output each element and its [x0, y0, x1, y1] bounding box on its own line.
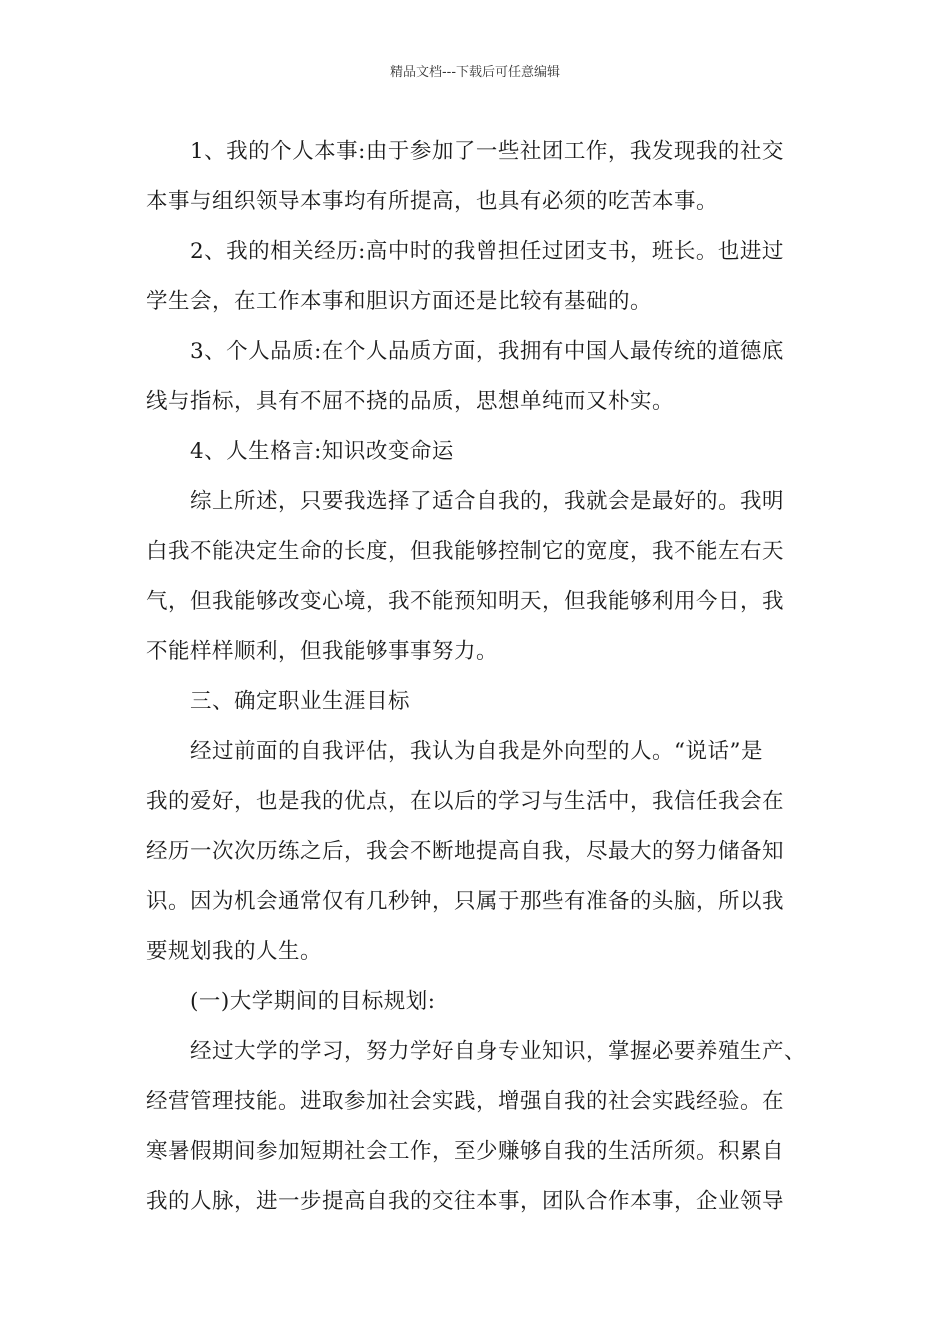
paragraph-line: 经历一次次历练之后，我会不断地提高自我，尽最大的努力储备知: [146, 839, 785, 864]
paragraph-line: 经过大学的学习，努力学好自身专业知识，掌握必要养殖生产、: [190, 1039, 807, 1064]
paragraph-line: 2、我的相关经历:高中时的我曾担任过团支书，班长。也进过: [190, 239, 784, 264]
paragraph-line: 经过前面的自我评估，我认为自我是外向型的人。“说话”是: [190, 739, 763, 764]
document-body: [146, 127, 818, 1227]
paragraph-line: 白我不能决定生命的长度，但我能够控制它的宽度，我不能左右天: [146, 539, 785, 564]
paragraph-line: 不能样样顺利，但我能够事事努力。: [146, 639, 499, 664]
paragraph-line: 要规划我的人生。: [146, 939, 323, 964]
paragraph-line: 经营管理技能。进取参加社会实践，增强自我的社会实践经验。在: [146, 1089, 785, 1114]
paragraph-line: 3、个人品质:在个人品质方面，我拥有中国人最传统的道德底: [190, 339, 784, 364]
paragraph-line: 识。因为机会通常仅有几秒钟，只属于那些有准备的头脑，所以我: [146, 889, 785, 914]
paragraph-line: 学生会，在工作本事和胆识方面还是比较有基础的。: [146, 289, 653, 314]
paragraph-line: 气，但我能够改变心境，我不能预知明天，但我能够利用今日，我: [146, 589, 785, 614]
paragraph-line: 我的爱好，也是我的优点，在以后的学习与生活中，我信任我会在: [146, 789, 785, 814]
page-header: 精品文档---下载后可任意编辑: [389, 65, 561, 80]
subsection-heading: (一)大学期间的目标规划:: [190, 989, 436, 1014]
paragraph-line: 1、我的个人本事:由于参加了一些社团工作，我发现我的社交: [190, 139, 784, 164]
paragraph-line: 综上所述，只要我选择了适合自我的，我就会是最好的。我明: [190, 489, 785, 514]
paragraph-line: 我的人脉，进一步提高自我的交往本事，团队合作本事，企业领导: [146, 1189, 785, 1214]
paragraph-line: 本事与组织领导本事均有所提高，也具有必须的吃苦本事。: [146, 189, 719, 214]
paragraph-line: 4、人生格言:知识改变命运: [190, 439, 454, 464]
paragraph-line: 线与指标，具有不屈不挠的品质，思想单纯而又朴实。: [146, 389, 675, 414]
section-heading: 三、确定职业生涯目标: [190, 689, 411, 714]
paragraph-line: 寒暑假期间参加短期社会工作，至少赚够自我的生活所须。积累自: [146, 1139, 785, 1164]
